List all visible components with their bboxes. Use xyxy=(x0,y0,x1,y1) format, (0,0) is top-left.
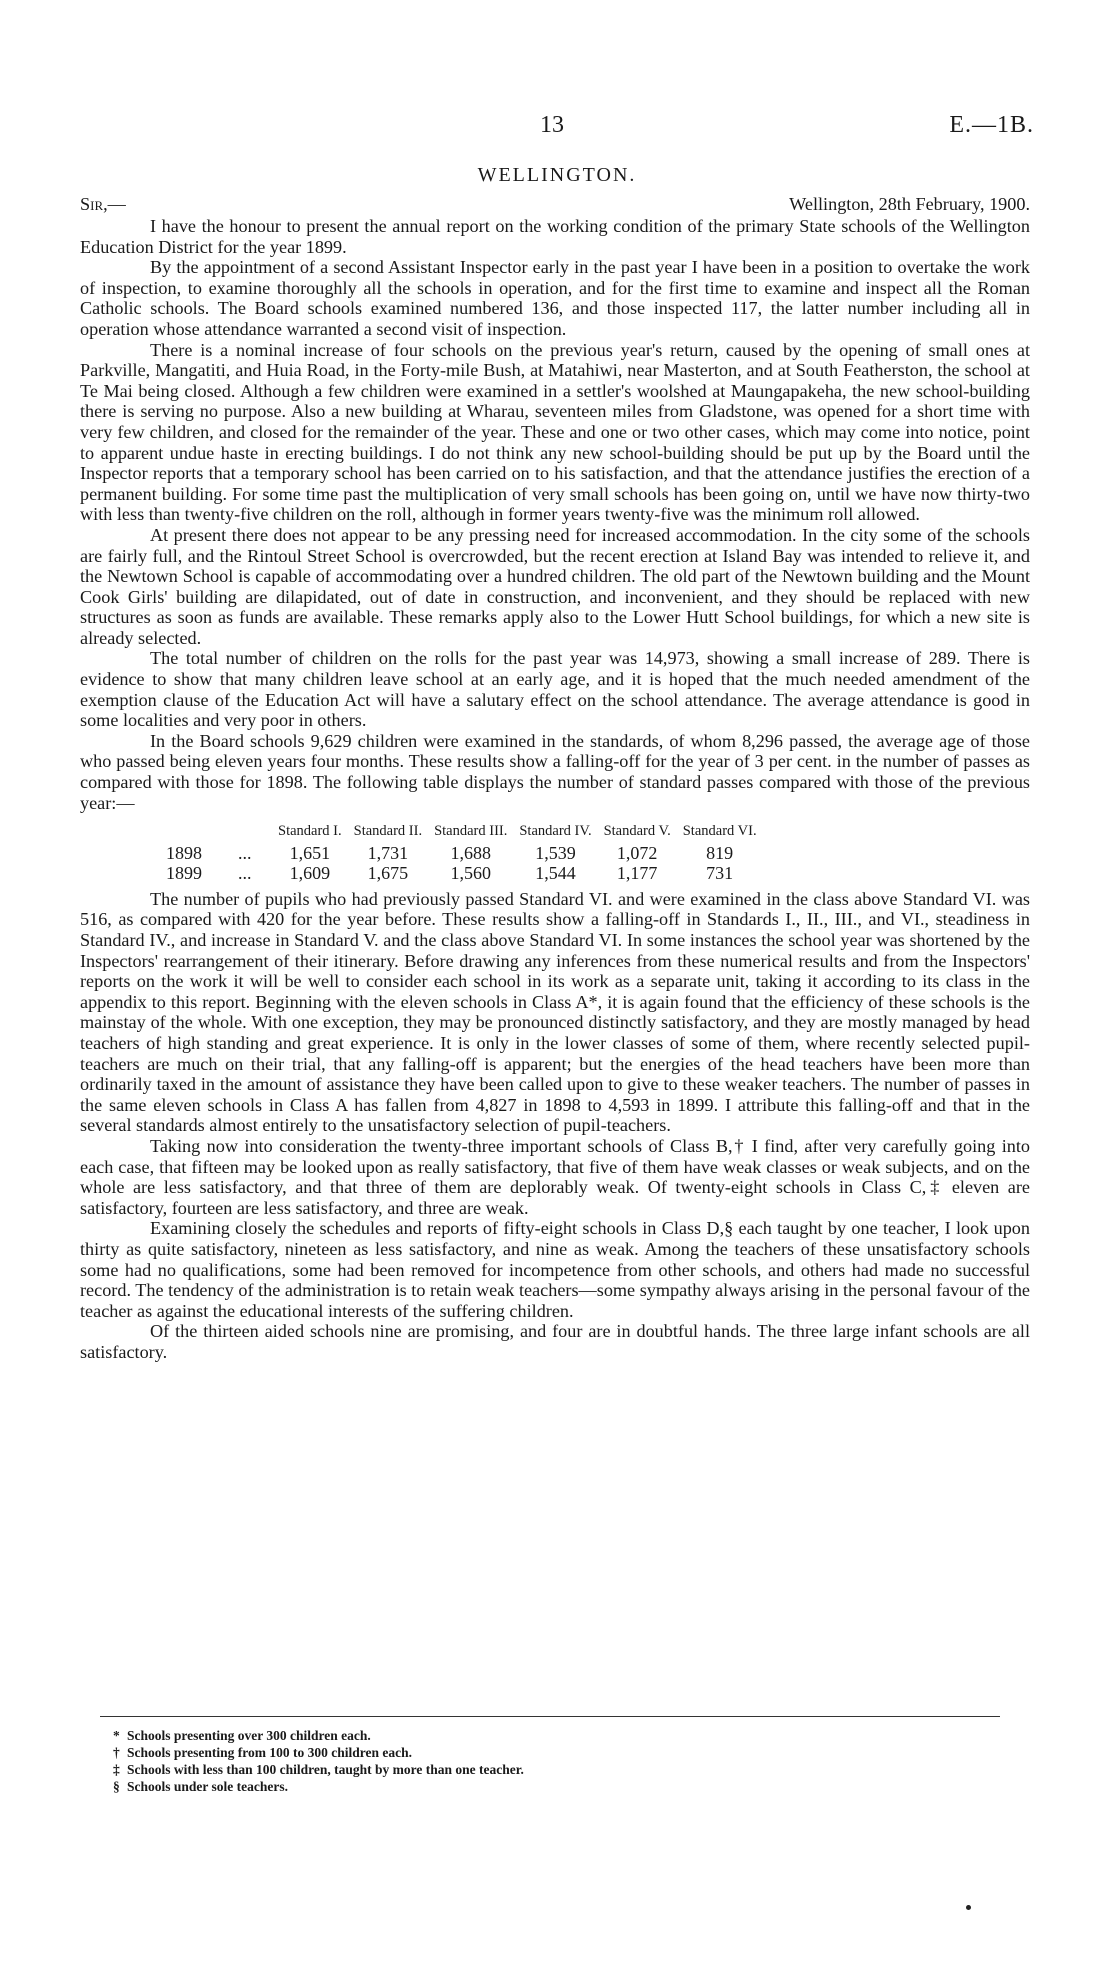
table-cell: 1,651 xyxy=(289,842,331,863)
paragraph: There is a nominal increase of four schools on the previous year's return, caused by the opening of small ones at Parkville, Mangatiti, and Huia Road, in the Forty-mile Bush, at Matahiwi, near Masterton, and at South Featherston, the school at Te Mai being closed. Although a few children were examined in a settler's woolshed at Maungapakeha, the new school-building there is serving no purpose. Also a new building at Wharau, seventeen miles from Gladstone, was opened for a short time with very few children, and closed for the remainder of the year. These and one or two other cases, which may come into notice, point to apparent undue haste in erecting buildings. I do not think any new school-building should be put up by the Board until the Inspector reports that a temporary school has been carried on to his satisfaction, and that the attendance justifies the erection of a permanent building. For some time past the multiplication of very small schools has been going on, until we have now thirty-two with less than twenty-five children on the roll, although in former years twenty-five was the minimum roll allowed. xyxy=(80,339,1030,525)
page-reference: E.—1B. xyxy=(949,112,1034,138)
table-header-spacer xyxy=(80,821,232,843)
row-leader: ... xyxy=(238,842,252,863)
table-row xyxy=(80,863,763,883)
table-cell: 1,539 xyxy=(535,842,576,863)
footnote-mark: ‡ xyxy=(113,1762,120,1777)
paragraph: Of the thirteen aided schools nine are promising, and four are in doubtful hands. The three large infant schools are all satisfactory. xyxy=(80,1321,1030,1362)
footnotes xyxy=(113,1727,524,1795)
column-header: Standard VI. xyxy=(682,823,757,840)
table-header-row xyxy=(80,821,763,843)
footnote xyxy=(113,1744,524,1761)
table-header-spacer xyxy=(232,821,272,843)
footnote-divider xyxy=(100,1716,1000,1717)
paragraph: The number of pupils who had previously passed Standard VI. and were examined in the class above Standard VI. was 516, as compared with 420 for the year before. These results show a falling-off in Standards I., II., III., and VI., steadiness in Standard IV., and increase in Standard V. and the class above Standard VI. In some instances the school year was shortened by the Inspectors' rearrangement of their itinerary. Before drawing any inferences from these numerical results and from the Inspectors' reports on the work it will be well to consider each school in its work as a separate unit, taking it according to its class in the appendix to this report. Beginning with the eleven schools in Class A*, it is again found that the efficiency of these schools is the mainstay of the whole. With one exception, they may be pronounced distinctly satisfactory, and they are mostly managed by head teachers of high standing and great experience. It is only in the lower classes of some of them, where recently selected pupil-teachers are much on their trial, that any falling-off is apparent; but the energies of the head teachers have been more than ordinarily taxed in the amount of assistance they have been called upon to give to these weaker teachers. The number of passes in the same eleven schools in Class A has fallen from 4,827 in 1898 to 4,593 in 1899. I attribute this falling-off and that in the several standards almost entirely to the unsatisfactory selection of pupil-teachers. xyxy=(80,888,1030,1136)
table-cell: 1,688 xyxy=(450,842,491,863)
table-cell: 1,177 xyxy=(616,862,658,883)
table-row xyxy=(80,843,763,863)
table-cell: 819 xyxy=(706,842,734,863)
table-cell: 731 xyxy=(706,862,734,883)
dateline: Wellington, 28th February, 1900. xyxy=(789,194,1030,214)
table-cell: 1,609 xyxy=(289,862,331,883)
column-header: Standard III. xyxy=(434,823,508,840)
standard-passes-table xyxy=(80,821,763,883)
ink-speck xyxy=(966,1905,971,1910)
column-header: Standard V. xyxy=(603,823,671,840)
salutation-row xyxy=(80,194,1030,216)
paragraph: At present there does not appear to be any pressing need for increased accommodation. In the city some of the schools are fairly full, and the Rintoul Street School is overcrowded, but the recent erection at Island Bay was intended to relieve it, and the Newtown School is capable of accommodating over a hundred children. The old part of the Newtown building and the Mount Cook Girls' building are dilapidated, out of date in construction, and inconvenient, and they should be replaced with new structures as soon as funds are available. These remarks apply also to the Lower Hutt School buildings, for which a new site is already selected. xyxy=(80,524,1030,648)
table-cell: 1,072 xyxy=(616,842,658,863)
paragraph: By the appointment of a second Assistant Inspector early in the past year I have been in a position to overtake the work of inspection, to examine thoroughly all the schools in operation, and for the first time to examine and inspect all the Roman Catholic schools. The Board schools examined numbered 136, and those inspected 117, the latter number including all in operation whose attendance warranted a second visit of inspection. xyxy=(80,257,1030,339)
footnote-mark: † xyxy=(113,1745,120,1760)
table-cell: 1,560 xyxy=(450,862,491,883)
footnote-mark: § xyxy=(113,1779,120,1794)
page-header xyxy=(0,112,1114,142)
footnote-text: Schools under sole teachers. xyxy=(127,1779,288,1794)
report-body xyxy=(80,194,1030,1362)
table-cell: 1,675 xyxy=(367,862,409,883)
table-cell: 1,731 xyxy=(367,842,409,863)
footnote xyxy=(113,1727,524,1744)
table-cell: 1,544 xyxy=(535,862,576,883)
footnote-mark: * xyxy=(113,1728,120,1743)
row-leader: ... xyxy=(238,862,252,883)
footnote xyxy=(113,1778,524,1795)
page-number: 13 xyxy=(540,112,564,138)
paragraph: I have the honour to present the annual report on the working condition of the primary State schools of the Wellington Education District for the year 1899. xyxy=(80,216,1030,257)
row-year: 1898 xyxy=(166,842,202,863)
footnote-text: Schools presenting from 100 to 300 children each. xyxy=(127,1745,413,1760)
row-year: 1899 xyxy=(166,862,202,883)
footnote xyxy=(113,1761,524,1778)
footnote-text: Schools presenting over 300 children each. xyxy=(127,1728,371,1743)
column-header: Standard IV. xyxy=(519,823,592,840)
paragraph: Examining closely the schedules and reports of fifty-eight schools in Class D,§ each taught by one teacher, I look upon thirty as quite satisfactory, nineteen as less satisfactory, and nine as weak. Among the teachers of these unsatisfactory schools some had no qualifications, some had been removed for incompetence from other schools, and others had made no successful record. The tendency of the administration is to retain weak teachers—some sympathy always arising in the personal favour of the teacher as against the educational interests of the suffering children. xyxy=(80,1218,1030,1321)
paragraph: The total number of children on the rolls for the past year was 14,973, showing a small increase of 289. There is evidence to show that many children leave school at an early age, and it is hoped that the much needed amendment of the exemption clause of the Education Act will have a salutary effect on the school attendance. The average attendance is good in some localities and very poor in others. xyxy=(80,648,1030,731)
column-header: Standard I. xyxy=(278,823,342,840)
paragraph: Taking now into consideration the twenty-three important schools of Class B,† I find, after very carefully going into each case, that fifteen may be looked upon as really satisfactory, that five of them have weak classes or weak subjects, and on the whole are less satisfactory, and that three of them are deplorably weak. Of twenty-eight schools in Class C,‡ eleven are satisfactory, fourteen are less satisfactory, and three are weak. xyxy=(80,1135,1030,1218)
salutation: Sir,— xyxy=(80,194,126,214)
footnote-text: Schools with less than 100 children, taught by more than one teacher. xyxy=(127,1762,524,1777)
paragraph: In the Board schools 9,629 children were examined in the standards, of whom 8,296 passed, the average age of those who passed being eleven years four months. These results show a falling-off for the year of 3 per cent. in the number of passes as compared with those for 1898. The following table displays the number of standard passes compared with those of the previous year:— xyxy=(80,730,1030,813)
report-title: WELLINGTON. xyxy=(477,164,637,186)
column-header: Standard II. xyxy=(353,823,423,840)
